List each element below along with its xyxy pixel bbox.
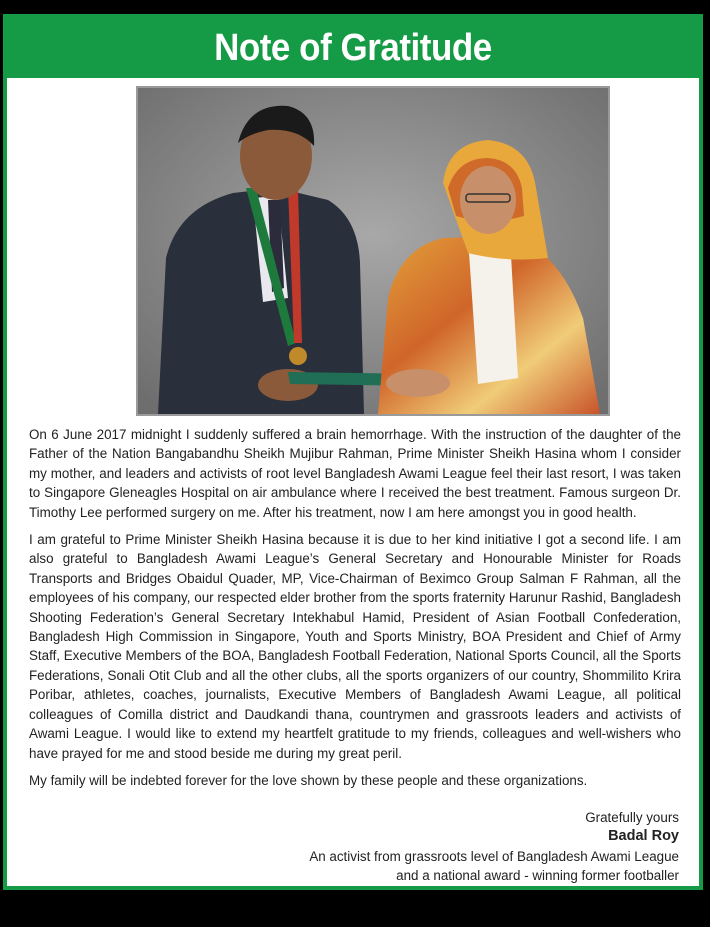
award-presentation-photo <box>136 86 610 416</box>
letter-body <box>29 425 681 798</box>
closing-line: Gratefully yours <box>585 810 679 825</box>
signature-block <box>179 808 679 886</box>
signer-title-line-2: and a national award - winning former footballer <box>396 868 679 884</box>
title-banner <box>7 18 699 78</box>
photo-illustration <box>138 88 608 414</box>
signer-title-line-1: An activist from grassroots level of Bangladesh Awami League <box>309 848 679 864</box>
page-title: Note of Gratitude <box>214 26 492 69</box>
signer-name: Badal Roy <box>608 828 679 845</box>
paragraph-3: My family will be indebted forever for the love shown by these people and these organizations. <box>29 772 588 788</box>
paragraph-2: I am grateful to Prime Minister Sheikh Hasina because it is due to her kind initiative I got a second life. I am also grateful to Bangladesh Awami League’s General Secretary and Honourable Minister for Roads Transports and Bridges Obaidul Quader, MP, Vice-Chairman of Beximco Group Salman F Rahman, all the employees of his company, our respected elder brother from the sports fraternity Harunur Rashid, Bangladesh Shooting Federation’s General Secretary Intekhabul Hamid, President of Asian Football Confederation, Bangladesh High Commission in Singapore, Youth and Sports Ministry, BOA President and Chief of Army Staff, Executive Members of the BOA, Bangladesh Football Federation, National Sports Council, all the Sports Federations, Sonali Otit Club and all the other clubs, all the sports organizers of our country, Shommilito Krira Poribar, athletes, coaches, journalists, Executive Members of Bangladesh Awami League, all political colleagues of Comilla district and Daudkandi thana, countrymen and grassroots leaders and activists of Awami League. I would like to extend my heartfelt gratitude to my friends, colleagues and well-wishers who have prayed for me and stood beside me during my great peril. <box>29 532 681 761</box>
paragraph-1: On 6 June 2017 midnight I suddenly suffered a brain hemorrhage. With the instruction of the daughter of the Father of the Nation Bangabandhu Sheikh Mujibur Rahman, Prime Minister Sheikh Hasina whom I consider my mother, and leaders and activists of root level Bangladesh Awami League feel their last resort, I was taken to Singapore Gleneagles Hospital on air ambulance where I received the best treatment. Famous surgeon Dr. Timothy Lee performed surgery on me. After his treatment, now I am here amongst you in good health. <box>29 427 681 520</box>
gratitude-notice <box>3 14 703 890</box>
